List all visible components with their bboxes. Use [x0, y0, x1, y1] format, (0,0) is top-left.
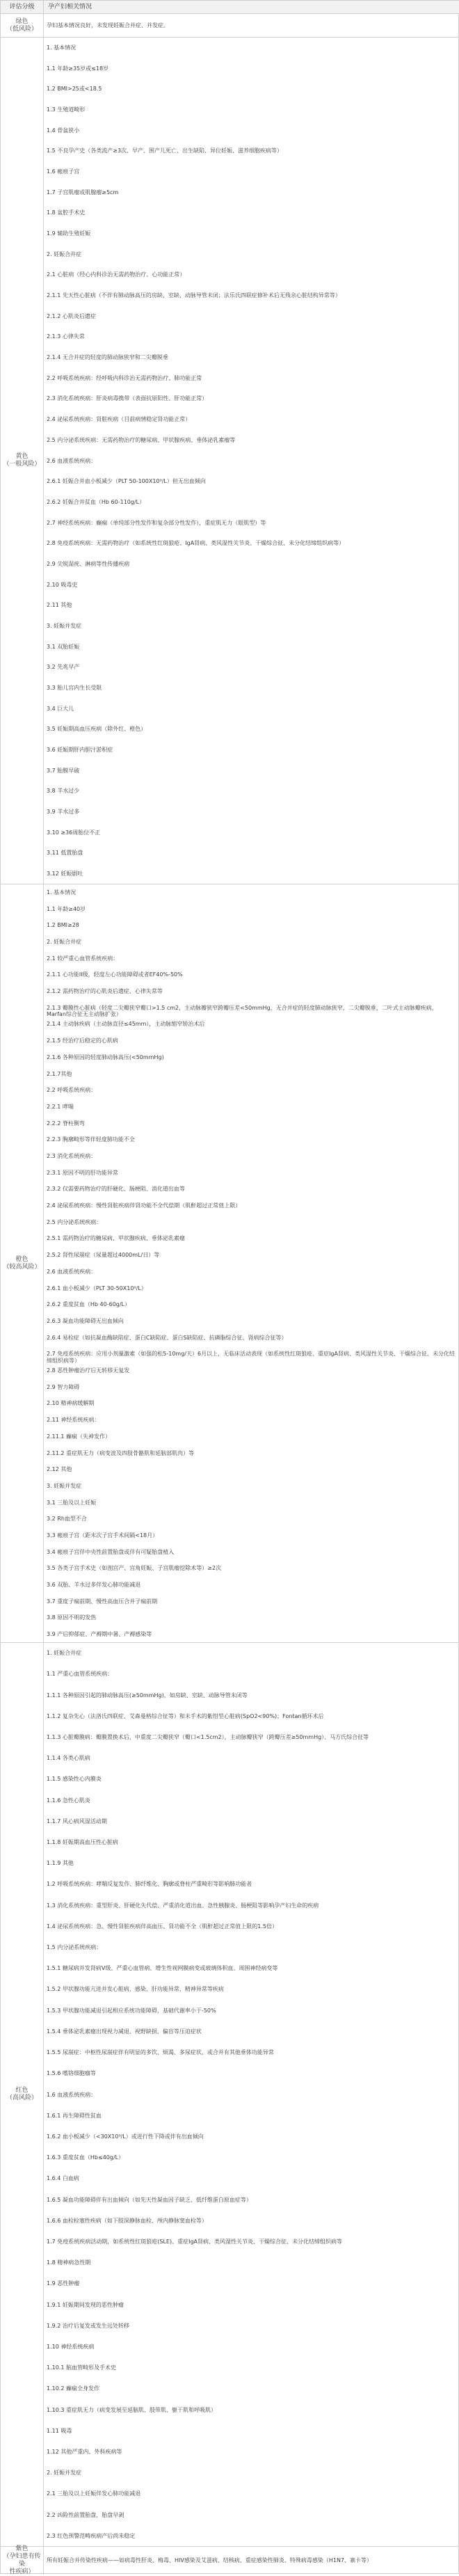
condition-item: 2.3.2 仅需要药物治疗的肝硬化、肠梗阻、消化道出血等 — [47, 1186, 185, 1193]
condition-item: 2.6 血液系统疾病： — [47, 1268, 97, 1275]
condition-item: 2.3.1 原因不明的肝功能异常 — [47, 1169, 118, 1176]
condition-item: 2. 妊娠合并症 — [47, 251, 82, 257]
condition-item: 2. 妊娠并发症 — [47, 2470, 82, 2476]
condition-item: 1.1.1 各种原因引起的肺动脉高压(≥50mmHg)，如房缺、室缺、动脉导管未闭等 — [47, 1692, 248, 1699]
condition-item: 1.5.1 糖尿病并发肾病V级、严重心血管病、增生性视网膜病变或玻璃体积血、周围神经病变等 — [47, 1965, 278, 1972]
level-label — [1, 884, 44, 1642]
condition-item: 2.1.7其他 — [47, 1070, 72, 1077]
condition-item: 3. 妊娠并发症 — [47, 622, 82, 629]
condition-item: 2.2 呼吸系统疾病：经呼吸内科诊治无需药物治疗、肺功能正常 — [47, 374, 202, 381]
condition-item: 2.1.3 瓣膜性心脏病（轻度二尖瓣狭窄瓣口>1.5 cm2，主动脉瓣狭窄跨瓣压差<50mmHg，无合并症的轻度肺动脉狭窄，二尖瓣脱垂，二叶式主动脉瓣疾病，Marfan综合征无主动脉扩张） — [47, 1004, 437, 1018]
condition-item: 3.2 Rh血型不合 — [47, 1516, 87, 1522]
condition-item: 1.1.8 妊娠期高血压性心脏病 — [47, 1838, 118, 1845]
header-level: 评估分级 — [1, 1, 44, 13]
condition-item: 1.5.5 尿崩症：中枢性尿崩症伴有明显的多饮、烦渴、多尿症状，或合并有其他垂体功能异常 — [47, 2049, 274, 2056]
level-label-line: 紫色 — [15, 2545, 29, 2552]
condition-item: 3.5 各类子宫手术史（如剖宫产、宫角妊娠、子宫肌瘤挖除术等）≥2次 — [47, 1565, 222, 1572]
condition-item: 3.3 胎儿宫内生长受限 — [47, 685, 102, 691]
section-yellow — [1, 38, 458, 884]
level-label-line: （较高风险） — [3, 1263, 41, 1271]
condition-item: 3.9 产后抑郁症、产褥期中暑、产褥感染等 — [47, 1631, 152, 1638]
condition-item: 2.2.1 哮喘 — [47, 1103, 74, 1110]
condition-item: 2.11 其他 — [47, 602, 72, 609]
condition-item: 2.6.1 妊娠合并血小板减少（PLT 50-100X10⁹/L）但无出血倾向 — [47, 478, 206, 485]
condition-item: 1.3 消化系统疾病：重型肝炎、肝硬化失代偿、严重消化道出血、急性胰腺炎、肠梗阻等影响孕产妇生命的疾病 — [47, 1902, 319, 1909]
condition-item: 2.2 呼吸系统疾病： — [47, 1087, 97, 1094]
condition-item: 2.3 消化系统疾病：肝炎病毒携带（表面抗原阳性、肝功能正常） — [47, 395, 208, 402]
condition-item: 2.1.5 经治疗后稳定的心肌病 — [47, 1037, 118, 1044]
condition-item: 3.10 ≥36周胎位不正 — [47, 829, 101, 836]
level-label-line: 黄色 — [15, 453, 29, 460]
condition-item: 1.6.3 重度贫血（Hb≤40g/L） — [47, 2154, 124, 2161]
condition-item: 2.2.2 脊柱侧弯 — [47, 1120, 85, 1127]
condition-item: 3.2 先兆早产 — [47, 664, 80, 671]
condition-item: 1.7 免疫系统疾病活动期，如系统性红斑狼疮(SLE)、重症IgA肾病、类风湿性关节炎、干燥综合征、未分化结缔组织病等 — [47, 2238, 343, 2245]
condition-item: 1.8 盆腔手术史 — [47, 209, 86, 216]
condition-item: 1.10 神经系统疾病 — [47, 2344, 95, 2350]
level-label — [1, 38, 44, 884]
condition-item: 2.6 血液系统疾病： — [47, 457, 97, 464]
condition-item: 2.8 免疫系统疾病：无需药物治疗（如系统性红斑狼疮、IgA肾病、类风湿性关节炎、干燥综合征、未分化结缔组织病等） — [47, 540, 345, 547]
condition-item: 3.4 瘢痕子宫伴中央性前置胎盘或伴有可疑胎盘植入 — [47, 1548, 175, 1555]
condition-item: 2.3 消化系统疾病： — [47, 1152, 97, 1159]
condition-item: 1.2 BMI>25或<18.5 — [47, 86, 102, 93]
condition-item: 3. 妊娠并发症 — [47, 1482, 82, 1489]
condition-item: 2.1.1 心功能II级，轻度左心功能障碍或者EF40%-50% — [47, 971, 183, 978]
condition-item: 3.7 胎膜早破 — [47, 767, 80, 774]
condition-item: 1.4 骨盆狭小 — [47, 127, 80, 134]
condition-item: 2.7 神经系统疾病：癫痫（单纯部分性发作和复杂部分性发作），重症肌无力（眼肌型）等 — [47, 519, 266, 526]
condition-item: 1.9.1 妊娠期间发现的恶性肿瘤 — [47, 2301, 124, 2308]
condition-item: 1.2 BMI≥28 — [47, 922, 79, 929]
condition-item: 1.6.6 血栓栓塞性疾病（如下肢深静脉血栓、颅内静脉窦血栓等） — [47, 2217, 207, 2224]
condition-item: 1. 基本情况 — [47, 44, 76, 51]
condition-item: 3.7 重度子痫前期、慢性高血压合并子痫前期 — [47, 1598, 158, 1605]
section-purple — [1, 2547, 458, 2575]
condition-item: 1.9.2 治疗后复发或发生远处转移 — [47, 2322, 129, 2329]
condition-item: 2.5.2 肾性尿崩症（尿量超过4000mL/日）等 — [47, 1252, 160, 1259]
condition-item: 2.9 尖锐湿疣、淋病等性传播疾病 — [47, 560, 130, 567]
condition-item: 1.3 生殖道畸形 — [47, 106, 86, 113]
condition-item: 1.1 年龄≥40岁 — [47, 905, 86, 912]
condition-item: 1.9 辅助生殖妊娠 — [47, 230, 91, 237]
condition-item: 2.11.1 癫痫（失神发作） — [47, 1433, 111, 1440]
condition-item: 1.5.2 甲状腺功能亢进并发心脏病、感染、肝功能异常、精神异常等疾病 — [47, 1986, 224, 1993]
condition-item: 2.6.2 妊娠合并贫血（Hb 60-110g/L） — [47, 498, 145, 505]
condition-item: 3.12 妊娠剧吐 — [47, 870, 83, 877]
condition-item: 2.6.3 凝血功能障碍无出血倾向 — [47, 1317, 124, 1324]
section-orange — [1, 884, 458, 1643]
condition-item: 1. 妊娠合并症 — [47, 1650, 82, 1657]
condition-item: 1.10.1 脑血管畸形及手术史 — [47, 2364, 116, 2371]
condition-item: 1.6 瘢痕子宫 — [47, 168, 80, 175]
condition-item: 3.8 原因不明的发热 — [47, 1614, 97, 1621]
condition-item: 1.11 吸毒 — [47, 2427, 72, 2434]
condition-item: 孕妇基本情况良好，未发现妊娠合并症、并发症。 — [47, 22, 169, 29]
level-label-line: 绿色 — [15, 17, 29, 25]
condition-item: 2.4 泌尿系统疾病：肾脏疾病（目前病情稳定肾功能正常） — [47, 416, 191, 423]
condition-item: 1.5.6 嗜铬细胞瘤等 — [47, 2070, 96, 2077]
condition-item: 2.12 其他 — [47, 1466, 72, 1473]
condition-item: 2.9 智力障碍 — [47, 1383, 80, 1390]
condition-item: 3.1 三胎及以上妊娠 — [47, 1499, 97, 1506]
condition-item: 3.6 双胎、羊水过多伴发心肺功能减退 — [47, 1582, 141, 1589]
condition-item: 2.5.1 需药物治疗的糖尿病、甲状腺疾病、垂体泌乳素瘤 — [47, 1235, 185, 1242]
condition-item: 1.5 不良孕产史（各类流产≥3次、早产、围产儿死亡、出生缺陷、异位妊娠、滋养细胞疾病等） — [47, 148, 283, 154]
condition-item: 2.1.1 先天性心脏病（不伴有肺动脉高压的房缺、室缺、动脉导管未闭；法乐氏四联症修补术后无残余心脏结构异常等） — [47, 292, 341, 299]
level-label-line: （低风险） — [6, 25, 38, 33]
condition-item: 2.1 三胎及以上妊娠伴发心肺功能减退 — [47, 2490, 141, 2497]
level-label — [1, 14, 44, 37]
condition-item: 3.6 妊娠期肝内胆汁淤积症 — [47, 747, 113, 754]
condition-item: 1.4 泌尿系统疾病：急、慢性肾脏疾病伴高血压、肾功能不全（肌酐超过正常值上限的1.5倍） — [47, 1923, 277, 1930]
condition-item: 2.2 凶险性前置胎盘，胎盘早剥 — [47, 2511, 124, 2518]
condition-item: 1.9 恶性肿瘤 — [47, 2280, 80, 2287]
condition-item: 2.1.4 主动脉疾病（主动脉直径≤45mm），主动脉缩窄矫治术后 — [47, 1021, 205, 1028]
condition-item: 2.10 精神病缓解期 — [47, 1400, 95, 1407]
condition-item: 1.6.5 凝血功能障碍伴有出血倾向（如先天性凝血因子缺乏、低纤维蛋白原血症等） — [47, 2196, 252, 2203]
condition-item: 2.1.2 需药物治疗的心肌炎后遗症、心律失常等 — [47, 988, 163, 995]
header-conditions: 孕产妇相关情况 — [48, 3, 92, 10]
section-green — [1, 14, 458, 38]
condition-item: 1.7 子宫肌瘤或肌腺瘤≥5cm — [47, 189, 119, 196]
condition-item: 2.2.3 胸廓畸形等伴轻度肺功能不全 — [47, 1136, 135, 1143]
level-label-line: （一般风险） — [3, 461, 41, 468]
condition-item: 2.1.3 心律失常 — [47, 333, 85, 340]
condition-item: 1.1.4 各类心肌病 — [47, 1755, 90, 1762]
condition-item: 1.8 精神病急性期 — [47, 2259, 91, 2266]
condition-item: 所有妊娠合并传染性疾病——如病毒性肝炎、梅毒、HIV感染及艾滋病、结核病、重症感染性肺炎、特殊病毒感染（H1N7、寨卡等） — [47, 2557, 373, 2563]
condition-item: 2.7 免疫系统疾病：应用小剂量激素（如强的松5-10mg/天）6月以上，无临床活动表现（如系统性红斑狼疮、重症IgA肾病、类风湿性关节炎、干燥综合征、未分化结缔组织病等） — [47, 1351, 455, 1364]
section-red — [1, 1643, 458, 2547]
condition-item: 2.5 内分泌系统疾病： — [47, 1218, 102, 1225]
condition-item: 1.1.6 急性心肌炎 — [47, 1797, 90, 1804]
table-header — [1, 1, 459, 14]
condition-item: 1.10.3 重症肌无力（病变发展至延脑肌、肢带肌、躯干肌和呼吸肌） — [47, 2406, 216, 2413]
condition-item: 2. 妊娠合并症 — [47, 938, 82, 945]
condition-item: 1.1.5 感染性心内膜炎 — [47, 1776, 102, 1783]
level-label — [1, 1643, 44, 2546]
condition-item: 1.5 内分泌系统疾病： — [47, 1944, 102, 1951]
level-label-line: （高风险） — [6, 2094, 38, 2101]
condition-item: 2.3 红色预警范畴疾病产后尚未稳定 — [47, 2532, 136, 2539]
condition-item: 1.6.4 白血病 — [47, 2175, 79, 2182]
condition-item: 1.5.4 垂体泌乳素瘤出现视力减退、视野缺损、偏盲等压迫症状 — [47, 2028, 202, 2035]
level-label-line: 红色 — [15, 2087, 29, 2094]
condition-item: 3.11 低置胎盘 — [47, 850, 83, 857]
condition-item: 2.10 吸毒史 — [47, 581, 78, 588]
condition-item: 1.5.3 甲状腺功能减退引起相应系统功能障碍，基础代谢率小于-50% — [47, 2007, 216, 2014]
condition-item: 2.6.4 易栓症（如抗凝血酶缺陷症、蛋白C缺陷症、蛋白S缺陷症、抗磷脂综合征、肾病综合征等） — [47, 1334, 287, 1341]
condition-item: 1.6.1 再生障碍性贫血 — [47, 2112, 102, 2119]
condition-item: 1.10.2 癫痫全身发作 — [47, 2385, 99, 2392]
condition-item: 3.8 羊水过少 — [47, 788, 80, 795]
condition-item: 1.1 年龄≥35岁或≤18岁 — [47, 65, 109, 72]
condition-item: 1.6.2 血小板减少（<30X10⁹/L）或进行性下降或伴有出血倾向 — [47, 2133, 204, 2140]
condition-item: 3.9 羊水过多 — [47, 809, 80, 816]
condition-item: 1.1.2 复杂先心（法洛氏四联症、艾森曼格综合征等）和未手术的紫绀型心脏病(SpO2<90%)；Fontan循环术后 — [47, 1712, 324, 1719]
condition-item: 2.5 内分泌系统疾病：无需药物治疗的糖尿病、甲状腺疾病、垂体泌乳素瘤等 — [47, 436, 236, 443]
condition-item: 2.4 泌尿系统疾病：慢性肾脏疾病伴肾功能不全代偿期（肌酐超过正常值上限） — [47, 1202, 241, 1209]
condition-item: 3.5 妊娠期高血压疾病（除外红、橙色） — [47, 726, 147, 733]
condition-item: 2.1.2 心肌炎后遗症 — [47, 312, 96, 319]
level-label-line: 性疾病） — [9, 2568, 35, 2575]
condition-item: 3.1 双胎妊娠 — [47, 643, 80, 650]
condition-item: 1.2 呼吸系统疾病：哮喘反复发作、肺纤维化、胸廓或脊柱严重畸形等影响肺功能者 — [47, 1881, 252, 1888]
condition-item: 2.6.2 重度贫血（Hb 40-60g/L） — [47, 1301, 131, 1308]
level-label — [1, 2547, 44, 2575]
level-label-line: （孕妇患有传染 — [3, 2553, 41, 2568]
condition-item: 2.1.4 无合并症的轻度的肺动脉狭窄和二尖瓣脱垂 — [47, 354, 168, 361]
condition-item: 1.6 血液系统疾病： — [47, 2091, 97, 2098]
condition-item: 3.3 瘢痕子宫（距末次子宫手术间隔<18月） — [47, 1532, 159, 1539]
condition-item: 2.6.1 血小板减少（PLT 30-50X10⁹/L） — [47, 1285, 147, 1291]
condition-item: 2.8 恶性肿瘤治疗后无转移无复发 — [47, 1367, 130, 1374]
condition-item: 2.11.2 重症肌无力（病变波及四肢骨骼肌和延脑部肌肉）等 — [47, 1449, 194, 1456]
condition-item: 2.1 较严重心血管系统疾病： — [47, 955, 119, 962]
condition-item: 1.1.7 风心病风湿活动期 — [47, 1818, 107, 1824]
condition-item: 1. 基本情况 — [47, 889, 76, 896]
condition-item: 1.12 其他严重内、外科疾病等 — [47, 2449, 122, 2456]
condition-item: 2.1 心脏病（经心内科诊治无需药物治疗、心功能正常） — [47, 271, 186, 278]
level-label-line: 橙色 — [15, 1255, 29, 1263]
condition-item: 3.4 巨大儿 — [47, 705, 74, 712]
condition-item: 1.1.3 心脏瓣膜病：瓣膜置换术后，中重度二尖瓣狭窄（瓣口<1.5cm2），主动脉瓣狭窄（跨瓣压差≥50mmHg）、马方氏综合征等 — [47, 1733, 369, 1740]
condition-item: 2.11 神经系统疾病： — [47, 1417, 100, 1424]
condition-item: 2.1.6 各种原因的轻度肺动脉高压(<50mmHg) — [47, 1054, 164, 1060]
condition-item: 1.1.9 其他 — [47, 1860, 74, 1867]
condition-item: 1.1 严重心血管系统疾病： — [47, 1671, 113, 1678]
